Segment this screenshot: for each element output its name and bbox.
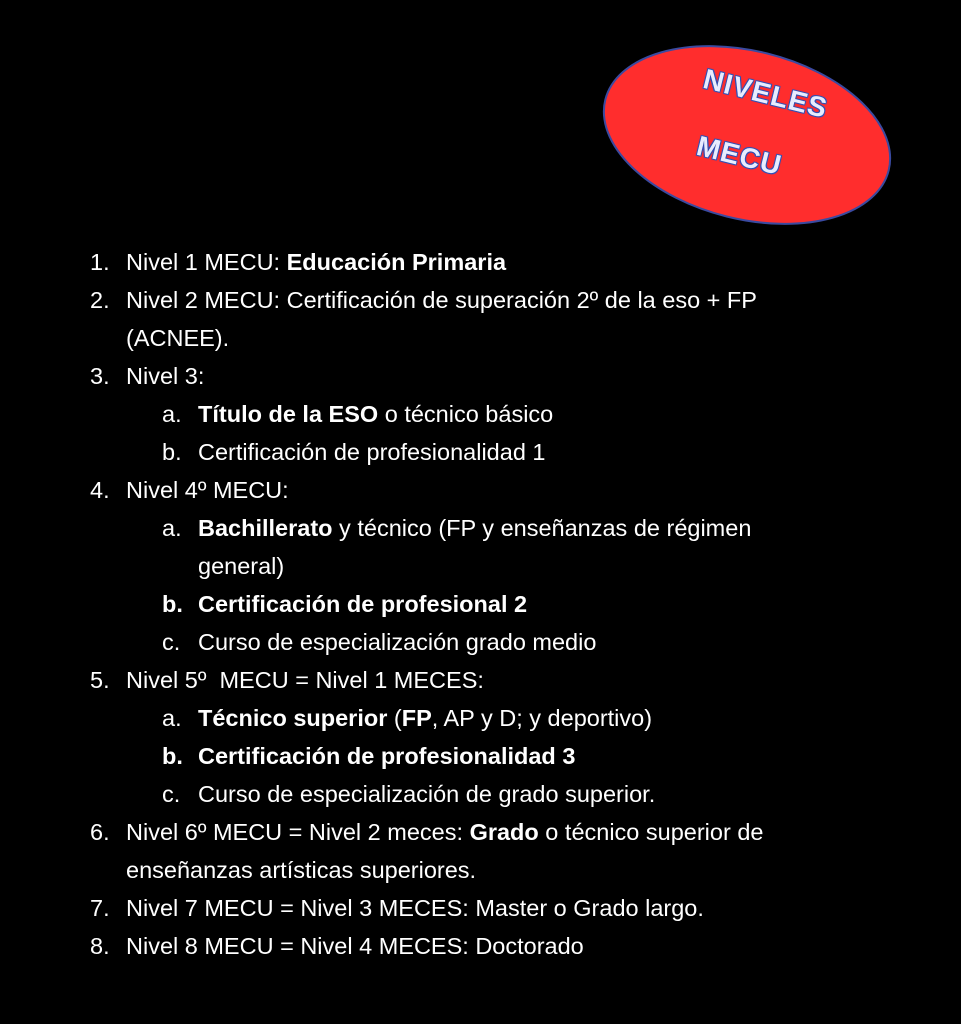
list-item-4 (90, 471, 289, 509)
sub-item-text: y técnico (FP y enseñanzas de régimen (332, 515, 752, 541)
badge-title-line1: NIVELES (700, 63, 831, 124)
item-text-rest: o técnico superior de (538, 819, 764, 845)
item-text: Nivel 1 MECU: (126, 249, 287, 275)
sub-item-letter: b. (162, 591, 183, 617)
sub-item-4a-continuation: general) (198, 553, 285, 579)
sub-item-bold-text: Técnico superior (198, 705, 388, 731)
sub-item-letter: c. (162, 629, 181, 655)
item-number: 8. (90, 933, 110, 959)
list-item-3 (90, 357, 205, 395)
list-item-8 (90, 927, 584, 965)
sub-item-bold-text: Bachillerato (198, 515, 333, 541)
item-bold-text: Grado (469, 819, 539, 845)
sub-item-text: Certificación de profesionalidad 3 (198, 743, 576, 769)
sub-item-letter: a. (162, 401, 182, 427)
list-item-5 (90, 661, 484, 699)
item-text: Nivel 4º MECU: (126, 477, 289, 503)
item-number: 7. (90, 895, 110, 921)
sub-item-5b (162, 737, 576, 775)
list-item-6-continuation: enseñanzas artísticas superiores. (126, 857, 477, 883)
sub-item-4b (162, 585, 528, 623)
item-number: 5. (90, 667, 110, 693)
list-item-2-continuation: (ACNEE). (126, 325, 230, 351)
sub-item-bold-text: Título de la ESO (198, 401, 379, 427)
sub-item-text: Certificación de profesionalidad 1 (198, 439, 546, 465)
list-item-7 (90, 889, 704, 927)
item-text: Nivel 5º MECU = Nivel 1 MECES: (126, 667, 484, 693)
sub-item-text-2: , AP y D; y deportivo) (431, 705, 653, 731)
sub-item-text: ( (387, 705, 402, 731)
item-number: 3. (90, 363, 110, 389)
sub-item-text: Certificación de profesional 2 (198, 591, 528, 617)
badge-title-line2: MECU (693, 130, 786, 182)
item-number: 1. (90, 249, 110, 275)
sub-item-4a (162, 509, 752, 547)
item-bold-text: Educación Primaria (286, 249, 507, 275)
sub-item-5a (162, 699, 653, 737)
sub-item-5c (162, 775, 656, 813)
sub-item-text: Curso de especialización de grado superior. (198, 781, 656, 807)
item-number: 2. (90, 287, 110, 313)
item-number: 4. (90, 477, 110, 503)
list-item-1 (90, 243, 507, 281)
sub-item-letter: a. (162, 515, 182, 541)
sub-item-4c (162, 623, 597, 661)
sub-item-3b (162, 433, 546, 471)
sub-item-letter: b. (162, 439, 182, 465)
red-ellipse-shape (598, 40, 896, 230)
list-item-2 (90, 281, 757, 319)
sub-item-letter: b. (162, 743, 183, 769)
item-text: Nivel 7 MECU = Nivel 3 MECES: Master o Grado largo. (126, 895, 704, 921)
sub-item-letter: c. (162, 781, 181, 807)
niveles-mecu-badge (598, 40, 896, 230)
sub-item-3a (162, 395, 554, 433)
sub-item-letter: a. (162, 705, 182, 731)
item-text: Nivel 3: (126, 363, 205, 389)
sub-item-text: Curso de especialización grado medio (198, 629, 597, 655)
item-text: Nivel 8 MECU = Nivel 4 MECES: Doctorado (126, 933, 584, 959)
item-number: 6. (90, 819, 110, 845)
sub-item-text: o técnico básico (378, 401, 554, 427)
item-text: Nivel 6º MECU = Nivel 2 meces: (126, 819, 470, 845)
list-item-6 (90, 813, 764, 851)
sub-item-bold-text-2: FP (401, 705, 432, 731)
item-text: Nivel 2 MECU: Certificación de superación 2º de la eso + FP (126, 287, 757, 313)
